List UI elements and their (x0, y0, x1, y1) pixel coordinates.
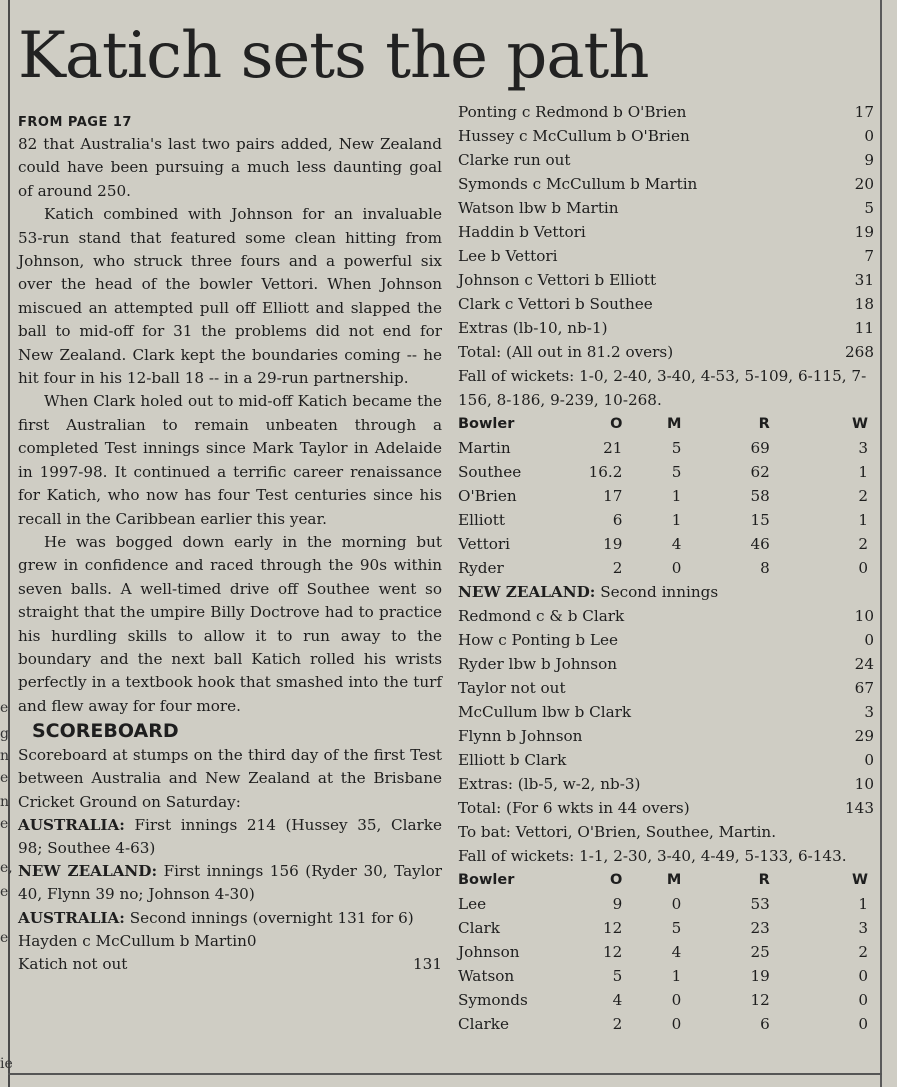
runs: 62 (750, 463, 770, 481)
gutter-fragment: e (0, 884, 9, 900)
wickets: 1 (858, 895, 868, 913)
batting-row (458, 628, 874, 652)
maidens: 1 (671, 487, 682, 505)
header-wickets: W (852, 872, 868, 888)
gutter-fragment: e (0, 930, 9, 946)
batter-name: Flynn b Johnson (458, 727, 583, 745)
scorecard-column (458, 100, 874, 1036)
batter-name: McCullum lbw b Clark (458, 703, 632, 721)
bowler-name: Clarke (458, 1015, 509, 1033)
batter-name: Haddin b Vettori (458, 223, 586, 241)
gutter-fragment: e (0, 700, 9, 716)
batter-name: How c Ponting b Lee (458, 631, 618, 649)
batter-score: 7 (864, 247, 874, 265)
header-wickets: W (852, 416, 868, 432)
aus-bowling-table (458, 868, 874, 1036)
gutter-fragment: e, (0, 860, 13, 876)
batting-row (458, 748, 874, 772)
batter-score: 268 (845, 343, 874, 361)
maidens: 0 (671, 559, 682, 577)
overs: 2 (612, 1015, 623, 1033)
runs: 19 (750, 967, 770, 985)
batting-row (18, 953, 442, 976)
batter-name: Redmond c & b Clark (458, 607, 625, 625)
batting-row (458, 340, 874, 364)
overs: 4 (612, 991, 623, 1009)
bowler-name: Symonds (458, 991, 528, 1009)
nz-first-innings (18, 860, 442, 906)
overs: 9 (612, 895, 623, 913)
batter-score: 67 (854, 679, 874, 697)
wickets: 3 (858, 919, 868, 937)
innings-summary: First innings 214 (Hussey 35, Clarke 98; Southee 4-63) (18, 815, 442, 857)
batter-score: 5 (864, 199, 874, 217)
team-name: AUSTRALIA: (18, 908, 125, 927)
bowling-row (458, 1012, 874, 1036)
header-maidens: M (666, 872, 682, 888)
runs: 58 (750, 487, 770, 505)
gutter-fragment: n (0, 794, 10, 810)
article-column (18, 113, 442, 976)
wickets: 0 (858, 991, 868, 1009)
overs: 19 (603, 535, 623, 553)
bowler-name: Watson (458, 967, 515, 985)
runs: 25 (750, 943, 770, 961)
batting-row (458, 772, 874, 796)
batting-row (458, 796, 874, 820)
bowling-header-row (458, 868, 874, 892)
team-name: NEW ZEALAND: (458, 583, 596, 601)
header-bowler: Bowler (458, 872, 515, 888)
batter-name: Johnson c Vettori b Elliott (458, 271, 657, 289)
header-overs: O (610, 416, 623, 432)
bowler-name: Southee (458, 463, 522, 481)
maidens: 5 (671, 463, 682, 481)
bowling-row (458, 460, 874, 484)
batter-name: Ryder lbw b Johnson (458, 655, 618, 673)
header-maidens: M (666, 416, 682, 432)
batter-name: Extras: (lb-5, w-2, nb-3) (458, 775, 641, 793)
batter-score: 10 (854, 607, 874, 625)
gutter-fragment: ie (0, 1056, 13, 1072)
batter-score: 17 (854, 103, 874, 121)
aus-batting-list (458, 100, 874, 364)
batter-score: 9 (864, 151, 874, 169)
maidens: 0 (671, 1015, 682, 1033)
batter-name: Clark c Vettori b Southee (458, 295, 653, 313)
bowling-row (458, 556, 874, 580)
batter-score: 18 (854, 295, 874, 313)
overs: 17 (603, 487, 623, 505)
wickets: 0 (858, 559, 868, 577)
scoreboard-heading: SCOREBOARD (32, 720, 179, 743)
bowling-row (458, 916, 874, 940)
batter-name: Katich not out (18, 954, 128, 973)
overs: 16.2 (588, 463, 623, 481)
batting-row (458, 316, 874, 340)
maidens: 4 (671, 535, 682, 553)
innings-summary: First innings 156 (Ryder 30, Taylor 40, Flynn 39 no; Johnson 4-30) (18, 862, 442, 904)
bowling-header-row (458, 412, 874, 436)
batting-row (458, 676, 874, 700)
nz-fall-of-wickets: Fall of wickets: 1-1, 2-30, 3-40, 4-49, 5-133, 6-143. (458, 847, 847, 865)
bottom-rule (8, 1073, 882, 1075)
wickets: 2 (858, 943, 868, 961)
maidens: 1 (671, 511, 682, 529)
overs: 2 (612, 559, 623, 577)
runs: 23 (750, 919, 770, 937)
batter-name: Ponting c Redmond b O'Brien (458, 103, 687, 121)
gutter-fragment: n (0, 748, 10, 764)
bowler-name: O'Brien (458, 487, 517, 505)
bowling-row (458, 964, 874, 988)
maidens: 5 (671, 919, 682, 937)
bowling-row (458, 892, 874, 916)
maidens: 5 (671, 439, 682, 457)
bowler-name: Lee (458, 895, 487, 913)
wickets: 2 (858, 487, 868, 505)
overs: 12 (602, 919, 623, 937)
batter-name: Clarke run out (458, 151, 571, 169)
bowling-row (458, 988, 874, 1012)
team-name: NEW ZEALAND: (18, 862, 158, 881)
batter-name: Hussey c McCullum b O'Brien (458, 127, 690, 145)
team-name: AUSTRALIA: (18, 815, 125, 834)
nz-bowling-table (458, 412, 874, 580)
innings-label: Second innings (595, 583, 719, 601)
runs: 46 (750, 535, 770, 553)
wickets: 0 (858, 967, 868, 985)
scoreboard-intro: Scoreboard at stumps on the third day of the first Test between Australia and New Zealand at the Brisbane Cricket Ground on Saturday: (18, 746, 442, 811)
batter-name: Elliott b Clark (458, 751, 567, 769)
wickets: 3 (858, 439, 868, 457)
runs: 15 (750, 511, 770, 529)
bowling-row (458, 508, 874, 532)
batting-row (458, 124, 874, 148)
innings-summary: Second innings (overnight 131 for 6) (124, 908, 414, 927)
bowler-name: Martin (458, 439, 511, 457)
batting-row (458, 100, 874, 124)
batter-score: 0 (864, 631, 874, 649)
runs: 53 (750, 895, 770, 913)
overs: 6 (612, 511, 623, 529)
bowling-row (458, 532, 874, 556)
overs: 21 (603, 439, 623, 457)
gutter-fragment: e (0, 816, 9, 832)
article-paragraph: Katich combined with Johnson for an invaluable 53-run stand that featured some clean hitting from Johnson, who struck three fours and a powerful six over the head of the bowler Vettori. When Johnson miscued an attempted pull off Elliott and slapped the ball to mid-off for 31 the problems did not end for New Zealand. Clark kept the boundaries coming -- he hit four in his 12-ball 18 -- in a 29-run partnership. (18, 205, 442, 388)
aus-first-innings (18, 814, 442, 860)
nz-batting-list (458, 604, 874, 820)
batter-name: Total: (For 6 wkts in 44 overs) (458, 799, 690, 817)
batting-row (458, 724, 874, 748)
batting-row (458, 244, 874, 268)
batting-row (458, 220, 874, 244)
batter-score: 19 (854, 223, 874, 241)
aus-fall-of-wickets: Fall of wickets: 1-0, 2-40, 3-40, 4-53, 5-109, 6-115, 7-156, 8-186, 9-239, 10-268. (458, 367, 867, 409)
aus-second-innings (18, 907, 442, 930)
runs: 8 (760, 559, 770, 577)
header-bowler: Bowler (458, 416, 515, 432)
column-rule-left (8, 0, 10, 1087)
batting-row (458, 652, 874, 676)
batter-score: 24 (854, 655, 874, 673)
bowler-name: Johnson (458, 943, 520, 961)
column-rule-right (880, 0, 882, 1087)
batter-name: Taylor not out (458, 679, 566, 697)
bowler-name: Elliott (458, 511, 506, 529)
batting-row (458, 700, 874, 724)
wickets: 1 (858, 511, 868, 529)
continuation-label: FROM PAGE 17 (18, 115, 132, 130)
wickets: 1 (858, 463, 868, 481)
nz-second-innings-heading (458, 580, 874, 604)
batter-name: Watson lbw b Martin (458, 199, 619, 217)
batting-row (458, 148, 874, 172)
article-paragraph: He was bogged down early in the morning but grew in confidence and raced through the 90s within seven balls. A well-timed drive off Southee went so straight that the umpire Billy Doctrove had to practice his hurdling skills to allow it to run away to the boundary and the next ball Katich rolled his wrists perfectly in a textbook hook that smashed into the turf and flew away for four more. (18, 532, 442, 715)
overs: 12 (602, 943, 623, 961)
batter-score: 29 (854, 727, 874, 745)
batting-row (458, 604, 874, 628)
bowler-name: Vettori (458, 535, 511, 553)
headline: Katich sets the path (18, 19, 649, 93)
batter-score: 31 (854, 271, 874, 289)
maidens: 0 (671, 895, 682, 913)
batter-name: Extras (lb-10, nb-1) (458, 319, 608, 337)
bowling-row (458, 484, 874, 508)
maidens: 0 (671, 991, 682, 1009)
batter-score: 0 (864, 751, 874, 769)
batter-score: 20 (854, 175, 874, 193)
bowler-name: Clark (458, 919, 500, 937)
bowler-name: Ryder (458, 559, 504, 577)
batter-score: 131 (413, 954, 442, 973)
bowling-row (458, 436, 874, 460)
header-runs: R (758, 872, 770, 888)
batter-score: 10 (854, 775, 874, 793)
batter-score: 3 (864, 703, 874, 721)
batting-row: Hayden c McCullum b Martin0 (18, 931, 257, 950)
batter-score: 143 (845, 799, 874, 817)
batter-name: Total: (All out in 81.2 overs) (458, 343, 674, 361)
batter-name: Lee b Vettori (458, 247, 558, 265)
maidens: 1 (671, 967, 682, 985)
batter-score: 0 (864, 127, 874, 145)
batting-row (458, 268, 874, 292)
gutter-fragment: g (0, 726, 9, 742)
gutter-fragment: e (0, 770, 9, 786)
batter-name: Symonds c McCullum b Martin (458, 175, 698, 193)
header-overs: O (609, 872, 623, 888)
to-bat: To bat: Vettori, O'Brien, Southee, Martin. (458, 823, 777, 841)
wickets: 2 (858, 535, 868, 553)
bowling-row (458, 940, 874, 964)
batting-row (458, 292, 874, 316)
batting-row (458, 172, 874, 196)
header-runs: R (758, 416, 770, 432)
maidens: 4 (671, 943, 682, 961)
runs: 12 (750, 991, 770, 1009)
batter-score: 11 (854, 319, 874, 337)
article-paragraph: When Clark holed out to mid-off Katich became the first Australian to remain unbeaten through a completed Test innings since Mark Taylor in Adelaide in 1997-98. It continued a terrific career renaissance for Katich, who now has four Test centuries since his recall in the Caribbean earlier this year. (18, 392, 442, 528)
overs: 5 (612, 967, 623, 985)
runs: 69 (750, 439, 770, 457)
wickets: 0 (858, 1015, 868, 1033)
article-paragraph: 82 that Australia's last two pairs added, New Zealand could have been pursuing a much less daunting goal of around 250. (18, 135, 442, 200)
batting-row (458, 196, 874, 220)
runs: 6 (760, 1015, 770, 1033)
